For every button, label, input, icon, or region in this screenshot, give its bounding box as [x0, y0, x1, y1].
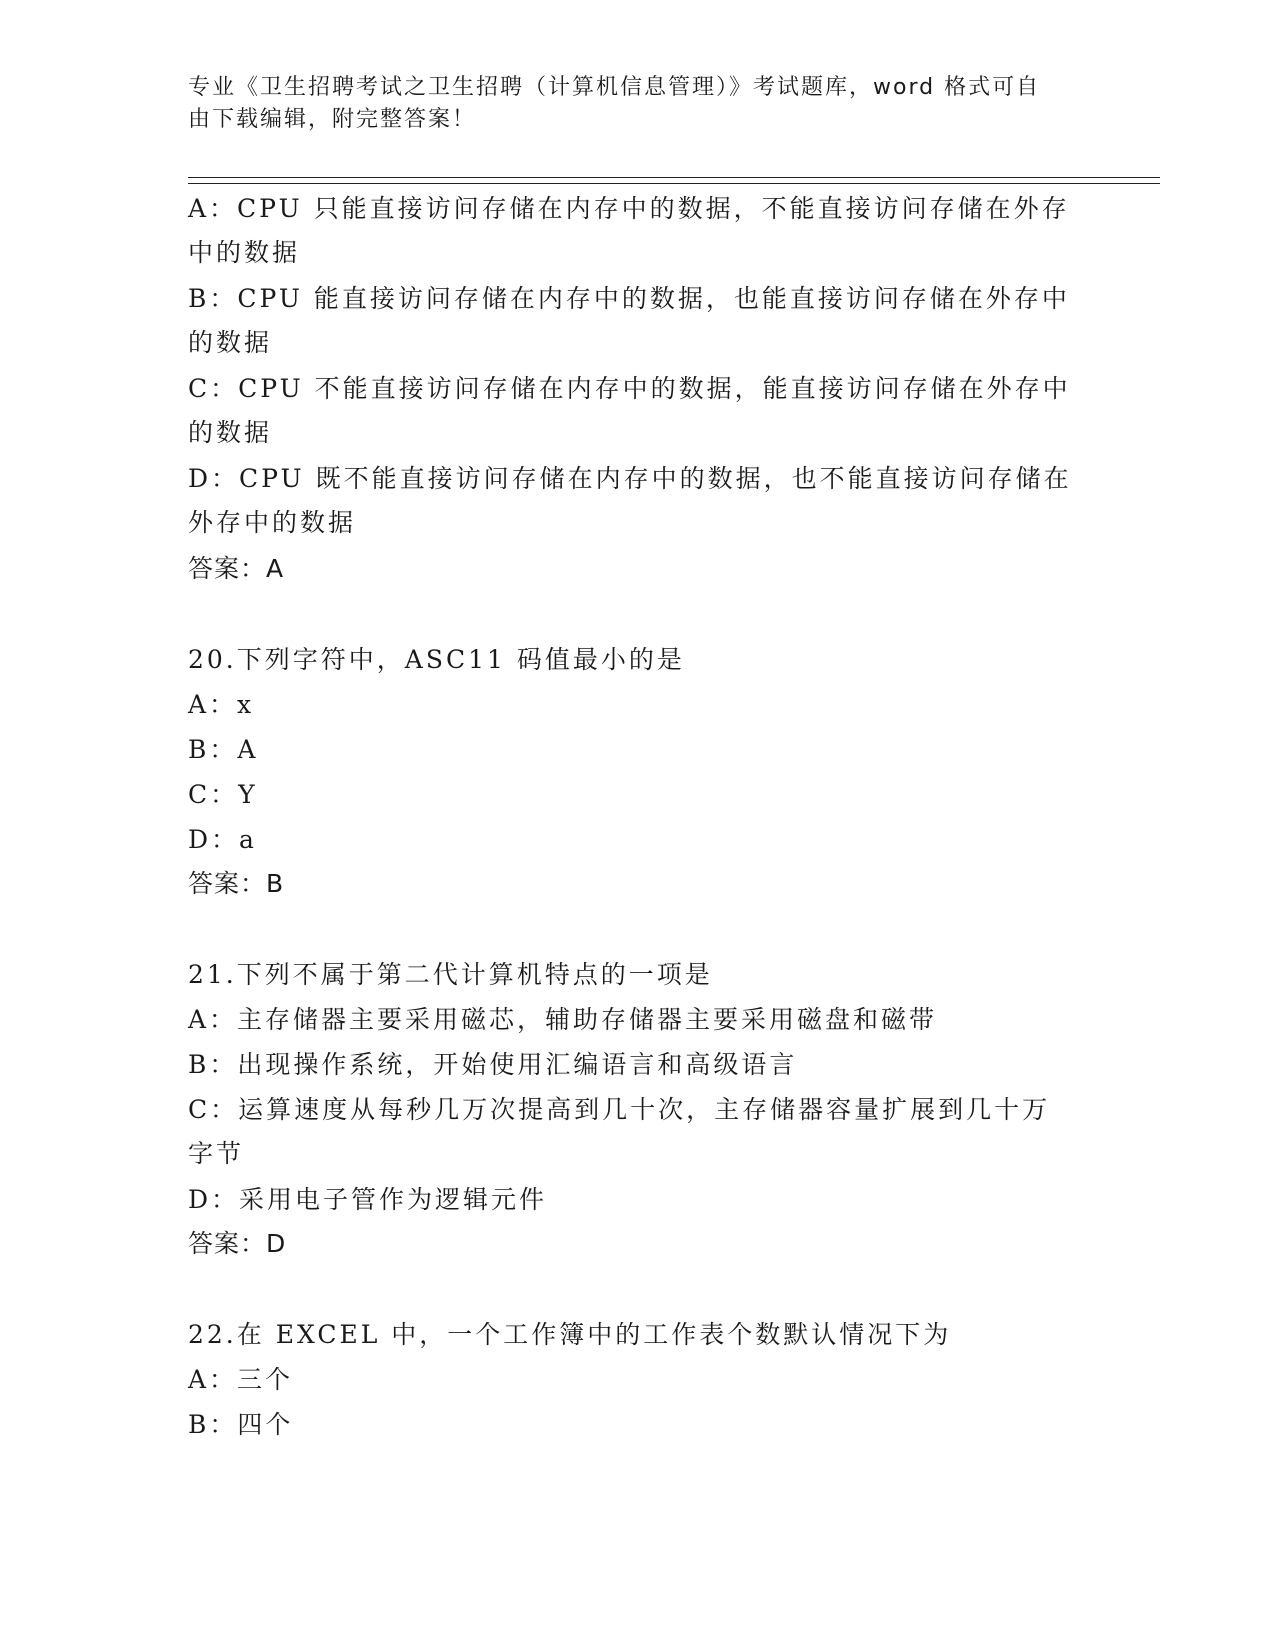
q22-option-b: B：四个: [188, 1410, 294, 1439]
q19-option-a-line-2: 中的数据: [188, 238, 301, 267]
document-header: [188, 72, 1068, 136]
q19-option-c-line-2: 的数据: [188, 418, 273, 447]
header-line-1: 专业《卫生招聘考试之卫生招聘（计算机信息管理）》考试题库，word 格式可自: [188, 75, 1041, 100]
q19-option-a-line-1: A：CPU 只能直接访问存储在内存中的数据，不能直接访问存储在外存: [188, 194, 1070, 223]
header-line-2: 由下载编辑，附完整答案！: [188, 107, 477, 132]
header-divider-top: [188, 177, 1160, 178]
q19-option-c-line-1: C：CPU 不能直接访问存储在内存中的数据，能直接访问存储在外存中: [188, 374, 1071, 403]
q22-question: 22.在 EXCEL 中，一个工作簿中的工作表个数默认情况下为: [188, 1320, 952, 1349]
q20-option-d: D：a: [188, 825, 257, 854]
q21-option-b: B：出现操作系统，开始使用汇编语言和高级语言: [188, 1050, 798, 1079]
q21-answer: 答案：D: [188, 1229, 287, 1258]
q21-option-c-line-2: 字节: [188, 1139, 245, 1168]
q19-option-d-line-2: 外存中的数据: [188, 508, 357, 537]
q21-option-c-line-1: C：运算速度从每秒几万次提高到几十次，主存储器容量扩展到几十万: [188, 1095, 1051, 1124]
q19-option-b-line-2: 的数据: [188, 328, 273, 357]
q21-option-a: A：主存储器主要采用磁芯，辅助存储器主要采用磁盘和磁带: [188, 1005, 938, 1034]
q21-question: 21.下列不属于第二代计算机特点的一项是: [188, 960, 713, 989]
q22-option-a: A：三个: [188, 1365, 294, 1394]
q20-answer: 答案：B: [188, 869, 285, 898]
q19-option-d-line-1: D：CPU 既不能直接访问存储在内存中的数据，也不能直接访问存储在: [188, 464, 1072, 493]
q20-option-b: B：A: [188, 735, 259, 764]
q20-option-c: C：Y: [188, 780, 258, 809]
q19-answer: 答案：A: [188, 554, 285, 583]
q21-option-d: D：采用电子管作为逻辑元件: [188, 1185, 548, 1214]
header-divider-bottom: [188, 183, 1160, 184]
q19-option-b-line-1: B：CPU 能直接访问存储在内存中的数据，也能直接访问存储在外存中: [188, 284, 1070, 313]
q20-question: 20.下列字符中，ASC11 码值最小的是: [188, 645, 685, 674]
q20-option-a: A：x: [188, 690, 255, 719]
